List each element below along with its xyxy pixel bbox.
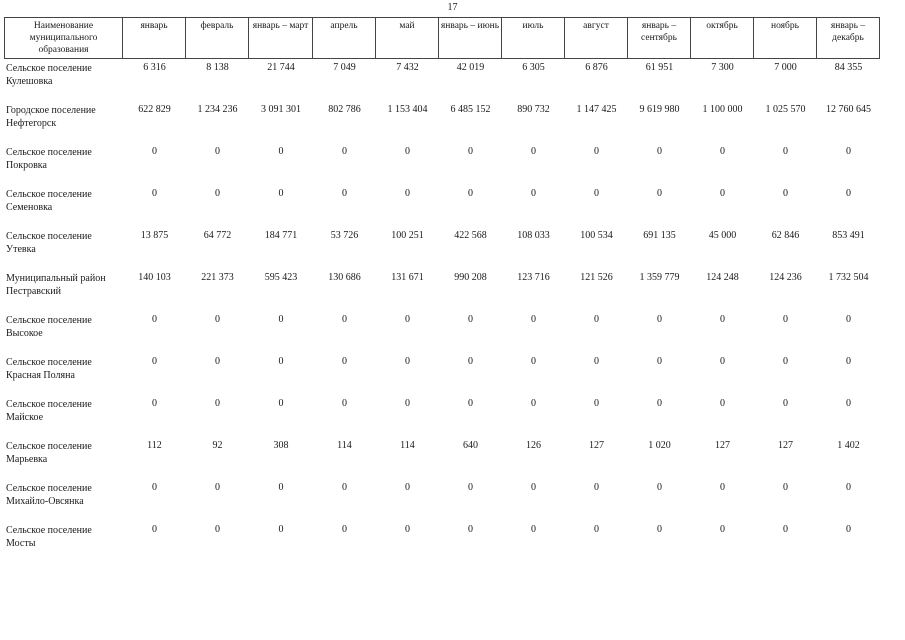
table-cell-value: 123 716 — [517, 272, 550, 283]
table-cell-value: 0 — [846, 356, 851, 367]
table-cell-value: 62 846 — [771, 230, 800, 241]
table-cell-value: 0 — [278, 146, 284, 157]
table-cell-value: 100 534 — [580, 230, 613, 241]
table-cell-value: 0 — [278, 398, 284, 409]
table-cell-value: 0 — [594, 482, 599, 493]
table-cell-value: 6 485 152 — [450, 104, 491, 115]
table-cell-value: 0 — [846, 188, 851, 199]
table-cell-value: 0 — [342, 146, 347, 157]
table-cell-value: 84 355 — [834, 62, 863, 73]
table-cell-value: 0 — [405, 314, 410, 325]
table-cell-value: 0 — [405, 524, 410, 535]
table-cell-value: 0 — [783, 314, 788, 325]
table-cell-value: 0 — [657, 398, 662, 409]
table-cell-value: 0 — [215, 482, 220, 493]
table-cell-value: 422 568 — [454, 230, 487, 241]
table-cell-value: 0 — [468, 524, 473, 535]
table-cell-value: 0 — [846, 398, 851, 409]
table-cell-value: 0 — [720, 314, 725, 325]
table-cell-value: 0 — [594, 356, 599, 367]
table-cell-value: 0 — [215, 356, 220, 367]
table-cell-value: 0 — [405, 482, 410, 493]
municipality-name: Сельское поселение Кулешовка — [6, 63, 92, 87]
table-cell-value: 0 — [594, 398, 599, 409]
table-cell-value: 7 300 — [711, 62, 734, 73]
header-month: июль — [502, 17, 565, 59]
header-month: август — [565, 17, 628, 59]
table-cell-value: 0 — [342, 524, 347, 535]
table-cell-value: 126 — [526, 440, 541, 451]
table-cell-value: 1 402 — [837, 440, 860, 451]
municipality-name: Сельское поселение Покровка — [6, 147, 92, 171]
table-cell-value: 0 — [594, 146, 599, 157]
table-cell-value: 108 033 — [517, 230, 550, 241]
table-cell-value: 0 — [152, 188, 157, 199]
table-cell-value: 6 316 — [143, 62, 166, 73]
table-cell-value: 61 951 — [645, 62, 674, 73]
table-cell-value: 114 — [337, 440, 352, 451]
table-cell-value: 112 — [147, 440, 162, 451]
table-cell-value: 0 — [278, 188, 284, 199]
table-cell-value: 0 — [720, 356, 725, 367]
table-cell-value: 0 — [468, 356, 473, 367]
table-cell-value: 0 — [342, 188, 347, 199]
table-cell-value: 127 — [715, 440, 730, 451]
table-cell-value: 308 — [273, 440, 289, 451]
table-cell-value: 12 760 645 — [826, 104, 871, 115]
table-cell-value: 0 — [215, 524, 220, 535]
table-cell-value: 7 432 — [396, 62, 419, 73]
table-cell-value: 0 — [720, 146, 725, 157]
table-cell-value: 0 — [342, 482, 347, 493]
table-cell-value: 1 100 000 — [702, 104, 743, 115]
table-cell-value: 124 236 — [769, 272, 802, 283]
table-cell-value: 0 — [594, 314, 599, 325]
table-cell-value: 42 019 — [456, 62, 485, 73]
table-cell-value: 0 — [152, 146, 157, 157]
header-month: январь – июнь — [439, 17, 502, 59]
table-cell-value: 0 — [215, 398, 220, 409]
table-cell-value: 184 771 — [264, 230, 298, 241]
table-cell-value: 0 — [215, 188, 220, 199]
page-number: 17 — [447, 2, 458, 13]
header-name-column: Наименование муниципального образования — [4, 17, 123, 59]
municipality-name: Сельское поселение Высокое — [6, 315, 92, 339]
table-cell-value: 0 — [152, 524, 157, 535]
table-cell-value: 1 020 — [648, 440, 671, 451]
municipality-name: Городское поселение Нефтегорск — [6, 105, 96, 129]
table-cell-value: 0 — [531, 314, 536, 325]
table-cell-value: 53 726 — [330, 230, 359, 241]
table-cell-value: 0 — [783, 524, 788, 535]
table-cell-value: 1 234 236 — [197, 104, 238, 115]
header-month: февраль — [186, 17, 249, 59]
table-cell-value: 595 423 — [264, 272, 298, 283]
municipality-name: Сельское поселение Майское — [6, 399, 92, 423]
table-cell-value: 0 — [405, 188, 410, 199]
table-cell-value: 0 — [342, 398, 347, 409]
table-cell-value: 9 619 980 — [639, 104, 680, 115]
table-cell-value: 853 491 — [832, 230, 865, 241]
table-cell-value: 0 — [278, 482, 284, 493]
table-cell-value: 0 — [846, 146, 851, 157]
table-cell-value: 0 — [405, 356, 410, 367]
table-cell-value: 0 — [468, 188, 473, 199]
table-cell-value: 1 732 504 — [828, 272, 869, 283]
table-cell-value: 0 — [215, 146, 220, 157]
table-cell-value: 1 025 570 — [765, 104, 806, 115]
table-cell-value: 0 — [342, 356, 347, 367]
data-table — [4, 17, 880, 563]
table-cell-value: 124 248 — [706, 272, 739, 283]
table-cell-value: 0 — [846, 482, 851, 493]
table-cell-value: 0 — [657, 356, 662, 367]
municipality-name: Сельское поселение Красная Поляна — [6, 357, 92, 381]
table-cell-value: 0 — [405, 146, 410, 157]
table-cell-value: 130 686 — [328, 272, 361, 283]
table-cell-value: 127 — [589, 440, 604, 451]
table-cell-value: 0 — [783, 356, 788, 367]
table-cell-value: 0 — [152, 482, 157, 493]
table-cell-value: 0 — [215, 314, 220, 325]
table-cell-value: 0 — [278, 524, 284, 535]
header-month: октябрь — [691, 17, 754, 59]
table-cell-value: 0 — [468, 482, 473, 493]
table-cell-value: 0 — [846, 524, 851, 535]
table-cell-value: 8 138 — [206, 62, 229, 73]
table-cell-value: 0 — [278, 356, 284, 367]
table-cell-value: 45 000 — [708, 230, 737, 241]
table-cell-value: 64 772 — [203, 230, 232, 241]
table-cell-value: 691 135 — [643, 230, 676, 241]
header-month: январь — [123, 17, 186, 59]
table-cell-value: 0 — [468, 398, 473, 409]
table-cell-value: 1 147 425 — [576, 104, 617, 115]
table-cell-value: 0 — [531, 356, 536, 367]
table-cell-value: 0 — [531, 188, 536, 199]
table-cell-value: 0 — [152, 356, 157, 367]
table-cell-value: 1 153 404 — [387, 104, 428, 115]
table-cell-value: 0 — [783, 146, 788, 157]
table-cell-value: 1 359 779 — [639, 272, 680, 283]
table-cell-value: 121 526 — [580, 272, 613, 283]
table-cell-value: 802 786 — [328, 104, 361, 115]
table-cell-value: 114 — [400, 440, 415, 451]
table-cell-value: 0 — [783, 398, 788, 409]
municipality-name: Сельское поселение Марьевка — [6, 441, 92, 465]
table-cell-value: 7 000 — [774, 62, 797, 73]
table-cell-value: 0 — [720, 188, 725, 199]
municipality-name: Сельское поселение Мосты — [6, 525, 92, 549]
table-cell-value: 0 — [657, 188, 662, 199]
table-cell-value: 131 671 — [391, 272, 424, 283]
header-month: ноябрь — [754, 17, 817, 59]
table-cell-value: 92 — [212, 440, 223, 451]
table-cell-value: 640 — [463, 440, 478, 451]
table-cell-value: 0 — [152, 398, 157, 409]
municipality-name: Сельское поселение Михайло-Овсянка — [6, 483, 92, 507]
table-cell-value: 0 — [594, 524, 599, 535]
header-month: май — [376, 17, 439, 59]
table-cell-value: 0 — [531, 146, 536, 157]
table-cell-value: 0 — [657, 524, 662, 535]
table-cell-value: 0 — [720, 398, 725, 409]
table-cell-value: 221 373 — [201, 272, 234, 283]
table-cell-value: 0 — [531, 524, 536, 535]
municipality-name: Муниципальный район Пестравский — [6, 273, 106, 297]
table-cell-value: 0 — [657, 314, 662, 325]
table-cell-value: 0 — [531, 398, 536, 409]
table-cell-value: 0 — [278, 314, 284, 325]
table-cell-value: 990 208 — [454, 272, 487, 283]
table-cell-value: 0 — [152, 314, 157, 325]
header-month: апрель — [313, 17, 376, 59]
table-cell-value: 0 — [846, 314, 851, 325]
table-cell-value: 890 732 — [517, 104, 550, 115]
header-month: январь – сентябрь — [628, 17, 691, 59]
table-cell-value: 0 — [468, 146, 473, 157]
table-cell-value: 622 829 — [138, 104, 171, 115]
table-cell-value: 100 251 — [391, 230, 424, 241]
table-cell-value: 0 — [720, 524, 725, 535]
table-cell-value: 0 — [468, 314, 473, 325]
table-cell-value: 6 305 — [522, 62, 545, 73]
table-cell-value: 7 049 — [333, 62, 356, 73]
table-cell-value: 0 — [783, 482, 788, 493]
table-cell-value: 0 — [657, 482, 662, 493]
table-cell-value: 6 876 — [585, 62, 608, 73]
municipality-name: Сельское поселение Утевка — [6, 231, 92, 255]
header-month: январь – март — [249, 17, 313, 59]
table-cell-value: 0 — [594, 188, 599, 199]
table-cell-value: 0 — [342, 314, 347, 325]
municipality-name: Сельское поселение Семеновка — [6, 189, 92, 213]
table-cell-value: 0 — [531, 482, 536, 493]
table-cell-value: 0 — [720, 482, 725, 493]
table-cell-value: 0 — [783, 188, 788, 199]
table-cell-value: 21 744 — [267, 62, 295, 73]
table-cell-value: 0 — [657, 146, 662, 157]
table-cell-value: 0 — [405, 398, 410, 409]
table-cell-value: 13 875 — [140, 230, 169, 241]
table-cell-value: 3 091 301 — [261, 104, 301, 115]
table-cell-value: 140 103 — [138, 272, 171, 283]
header-month: январь – декабрь — [817, 17, 880, 59]
table-cell-value: 127 — [778, 440, 793, 451]
